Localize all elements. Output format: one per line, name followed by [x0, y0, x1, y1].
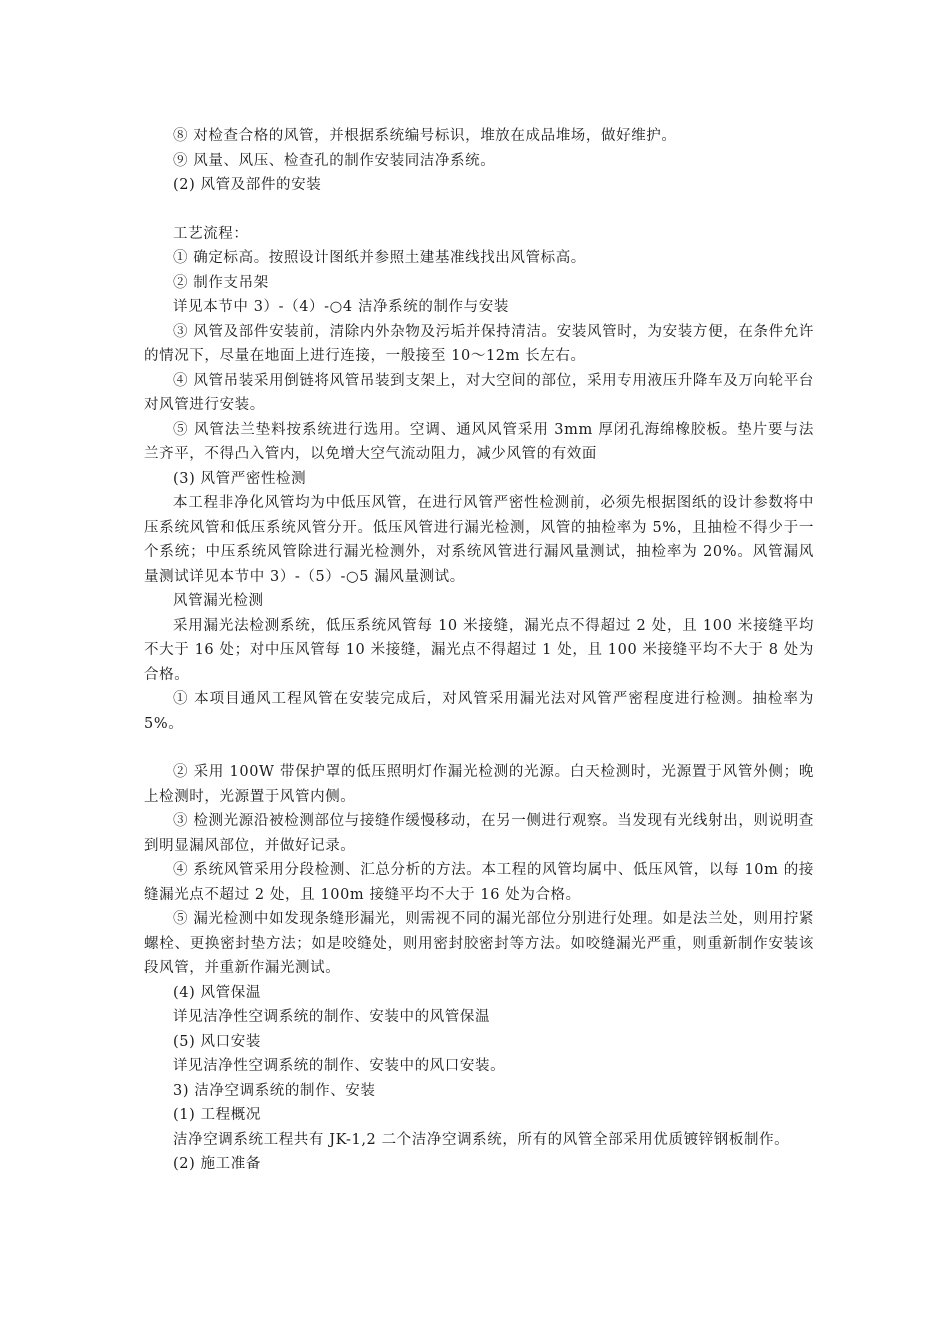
paragraph: ① 确定标高。按照设计图纸并参照土建基准线找出风管标高。 [173, 250, 586, 266]
paragraph: ⑨ 风量、风压、检查孔的制作安装同洁净系统。 [173, 152, 496, 169]
paragraph: 本工程非净化风管均为中低压风管，在进行风管严密性检测前，必须先根据图纸的设计参数将中压系统风管和低压系统风管分开。低压风管进行漏光检测，风管的抽检率为 5%，且抽检不得少于一个系统；中压系统风管除进行漏光检测外，对系统风管进行漏风量测试，抽检率为 20%。风管漏风量测试详见本节中 3）-（5）-○5 漏风量测试。 [144, 495, 814, 585]
section-heading: (4) 风管保温 [173, 984, 261, 1001]
paragraph: 工艺流程： [173, 225, 249, 242]
paragraph: ④ 系统风管采用分段检测、汇总分析的方法。本工程的风管均属中、低压风管，以每 10m 的接缝漏光点不超过 2 处，且 100m 接缝平均不大于 16 处为合格。 [144, 862, 814, 903]
paragraph: ② 制作支吊架 [173, 274, 269, 291]
paragraph: 采用漏光法检测系统，低压系统风管每 10 米接缝，漏光点不得超过 2 处，且 100 米接缝平均不大于 16 处；对中压风管每 10 米接缝，漏光点不得超过 1 处，且 100 米接缝平均不大于 8 处为合格。 [144, 617, 815, 683]
paragraph: 详见本节中 3）-（4）-○4 洁净系统的制作与安装 [173, 299, 509, 315]
paragraph: ① 本项目通风工程风管在安装完成后，对风管采用漏光法对风管严密程度进行检测。抽检率为 5%。 [144, 691, 814, 732]
paragraph: 详见洁净性空调系统的制作、安装中的风管保温 [173, 1009, 491, 1025]
section-heading: (5) 风口安装 [173, 1033, 261, 1050]
paragraph: 详见洁净性空调系统的制作、安装中的风口安装。 [173, 1058, 506, 1074]
paragraph: ⑤ 风管法兰垫料按系统进行选用。空调、通风风管采用 3mm 厚闭孔海绵橡胶板。垫片要与法兰齐平，不得凸入管内，以免增大空气流动阻力，减少风管的有效面 [144, 421, 814, 462]
paragraph: 洁净空调系统工程共有 JK-1,2 二个洁净空调系统，所有的风管全部采用优质镀锌钢板制作。 [173, 1131, 790, 1148]
paragraph: ② 采用 100W 带保护罩的低压照明灯作漏光检测的光源。白天检测时，光源置于风管外侧；晚上检测时，光源置于风管内侧。 [144, 764, 814, 805]
section-heading: (2) 风管及部件的安装 [173, 177, 322, 193]
paragraph: ⑤ 漏光检测中如发现条缝形漏光，则需视不同的漏光部位分别进行处理。如是法兰处，则用拧紧螺栓、更换密封垫方法；如是咬缝处，则用密封胶密封等方法。如咬缝漏光严重，则重新制作安装该段风管，并重新作漏光测试。 [144, 911, 814, 976]
paragraph: ③ 检测光源沿被检测部位与接缝作缓慢移动，在另一侧进行观察。当发现有光线射出，则说明查到明显漏风部位，并做好记录。 [144, 813, 814, 854]
section-heading: (3) 风管严密性检测 [173, 470, 307, 487]
subsection-heading: 风管漏光检测 [173, 593, 264, 609]
paragraph: ③ 风管及部件安装前，清除内外杂物及污垢并保持清洁。安装风管时，为安装方便，在条件允许的情况下，尽量在地面上进行连接，一般接至 10～12m 长左右。 [144, 323, 814, 364]
section-heading: 3) 洁净空调系统的制作、安装 [173, 1082, 376, 1099]
section-heading: (1) 工程概况 [173, 1107, 261, 1123]
section-heading: (2) 施工准备 [173, 1156, 261, 1172]
document-body [144, 124, 814, 1177]
paragraph: ⑧ 对检查合格的风管，并根据系统编号标识，堆放在成品堆场，做好维护。 [173, 128, 677, 144]
paragraph: ④ 风管吊装采用倒链将风管吊装到支架上，对大空间的部位，采用专用液压升降车及万向轮平台对风管进行安装。 [144, 372, 814, 413]
